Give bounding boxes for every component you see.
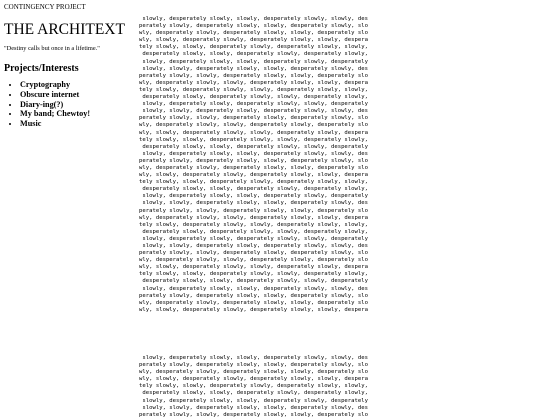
main-content [139,16,449,418]
project-item-cryptography[interactable]: • Cryptography [20,80,132,90]
tagline: "Destiny calls but once in a lifetime." [4,45,100,52]
project-item-obscure-internet[interactable]: • Obscure internet [20,90,132,100]
text-block: slowly, desperately slowly, slowly, desperately slowly, slowly, des perately slowly, desperately slowly, slowly, desperately slowly, slo wly, desperately slowly, desperately slowly, slowly, desperately slo wly, slowly, desperately slowly, desperately slowly, slowly, despera tely slowly, slowly, desperately slowly, desperately slowly, slowly, desperately slowly, slowly, desperately slowly, desperately slowly, slowly, desperately slowly, slowly, desperately slowly, desperately slowly, slowly, desperately slowly, slowly, desperately slowly, des perately slowly, slowly, desperately slowly, slowly, desperately slo [139,354,369,418]
paragraph-gap [139,314,449,355]
projects-list [4,80,132,129]
site-title: THE ARCHITEXT [4,21,125,38]
project-label: CONTINGENCY PROJECT [4,3,86,11]
project-item-my-band[interactable]: • My band; Chewtoy! [20,109,132,119]
project-item-music[interactable]: • Music [20,119,132,129]
sidebar [4,3,132,129]
projects-heading: Projects/Interests [4,63,79,74]
project-item-diarying[interactable]: • Diary-ing(?) [20,100,132,110]
text-block: slowly, desperately slowly, slowly, desperately slowly, slowly, des perately slowly, desperately slowly, slowly, desperately slowly, slo wly, desperately slowly, desperately slowly, slowly, desperately slo wly, slowly, desperately slowly, desperately slowly, slowly, despera tely slowly, slowly, desperately slowly, desperately slowly, slowly, desperately slowly, slowly, desperately slowly, desperately slowly, slowly, desperately slowly, slowly, desperately slowly, desperately slowly, slowly, desperately slowly, slowly, desperately slowly, des perately slowly, slowly, desperately slowly, slowly, desperately slo wly, desperately slowly, slowly, desperately slowly, slowly, despera tely slowly, desperately slowly, slowly, desperately slowly, slowly, desperately slowly, desperately slowly, slowly, desperately slowly, slowly, desperately slowly, desperately slowly, slowly, desperately slowly, slowly, desperately slowly, desperately slowly, slowly, des perately slowly, slowly, desperately slowly, desperately slowly, slo wly, desperately slowly, slowly, desperately slowly, desperately slo wly, slowly, desperately slowly, slowly, desperately slowly, despera tely slowly, slowly, desperately slowly, slowly, desperately slowly, desperately slowly, slowly, desperately slowly, slowly, desperately slowly, desperately slowly, slowly, desperately slowly, slowly, des perately slowly, desperately slowly, slowly, desperately slowly, slo wly, desperately slowly, desperately slowly, slowly, desperately slo wly, slowly, desperately slowly, desperately slowly, slowly, despera tely slowly, slowly, desperately slowly, desperately slowly, slowly, desperately slowly, slowly, desperately slowly, desperately slowly, slowly, desperately slowly, slowly, desperately slowly, desperately slowly, slowly, desperately slowly, slowly, desperately slowly, des perately slowly, slowly, desperately slowly, slowly, desperately slo wly, desperately slowly, slowly, desperately slowly, slowly, despera tely slowly, desperately slowly, slowly, desperately slowly, slowly, desperately slowly, desperately slowly, slowly, desperately slowly, slowly, desperately slowly, desperately slowly, slowly, desperately slowly, slowly, desperately slowly, desperately slowly, slowly, des perately slowly, slowly, desperately slowly, desperately slowly, slo wly, desperately slowly, slowly, desperately slowly, desperately slo wly, slowly, desperately slowly, slowly, desperately slowly, despera tely slowly, slowly, desperately slowly, slowly, desperately slowly, desperately slowly, slowly, desperately slowly, slowly, desperately slowly, desperately slowly, slowly, desperately slowly, slowly, des perately slowly, desperately slowly, slowly, desperately slowly, slo wly, desperately slowly, desperately slowly, slowly, desperately slo wly, slowly, desperately slowly, desperately slowly, slowly, despera [139,16,369,313]
